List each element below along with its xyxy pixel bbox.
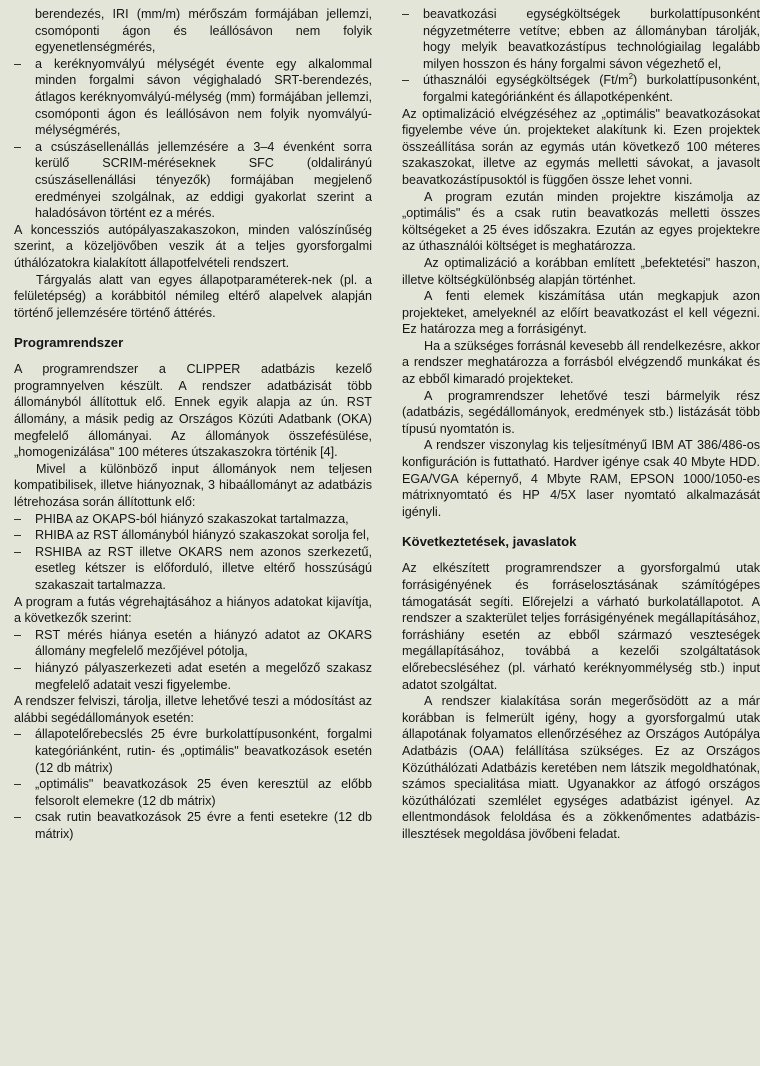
list-item [14,6,372,56]
list-item-text: RSHIBA az RST illetve OKARS nem azonos szerkezetű, esetleg kétszer is előforduló, illetve eltérő hosszúságú szakaszait tartalmazza. [35,544,372,592]
paragraph: Az optimalizáció a korábban említett „befektetési" haszon, illetve költségkülönbség alapján történhet. [402,255,760,287]
section-heading: Programrendszer [14,335,124,351]
list-item [14,809,372,842]
list-item-text: csak rutin beavatkozások 25 évre a fenti esetekre (12 db mátrix) [35,810,372,841]
paragraph: Tárgyalás alatt van egyes állapotparaméterek-nek (pl. a felületépség) a korábbitól némileg eltérő alapelvek alapján történő jellemzésére történő áttérés. [14,272,372,320]
list-item-text: ) burkolattípusonként, forgalmi kategóriánként és állapotképenként. [423,73,760,104]
list-item [402,6,760,72]
list-item-text: RHIBA az RST állományból hiányzó szakaszokat sorolja fel, [35,528,370,543]
list-item [14,660,372,693]
list-item [14,527,372,544]
list-item-text: PHIBA az OKAPS-ból hiányzó szakaszokat tartalmazza, [35,511,349,526]
list-item [402,72,760,105]
paragraph: Ha a szükséges forrásnál kevesebb áll rendelkezésre, akkor a rendszer meghatározza a forrásból elvégzendő munkákat és az ebből kimaradó projekteket. [402,338,760,387]
list-item [14,627,372,660]
paragraph: A rendszer viszonylag kis teljesítményű IBM AT 386/486-os konfiguráción is futtatható. Hardver igénye csak 40 Mbyte HDD. EGA/VGA képernyő, 4 Mbyte RAM, EPSON 1000/1050-es mátrixnyomtató és HP 4/5X laser nyomtató alkalmazását igényli. [402,438,760,519]
list-item-text: RST mérés hiánya esetén a hiányzó adatot az OKARS állomány megfelelő mezőjével pótolja, [35,627,372,659]
list-item [14,511,372,528]
list-item-text: a csúszásellenállás jellemzésére a 3–4 évenként sorra kerülő SCRIM-méréseknek SFC (oldalirányú csúszásellenállási tényezők) formájában megjelenő eredményei szolgálnak, az eddigi gyakorlat szerint a haladósávon történt ez a mérés. [35,139,372,221]
list-item [14,544,372,594]
paragraph: A rendszer felviszi, tárolja, illetve lehetővé teszi a módosítást az alábbi segédállományok esetén: [14,694,372,725]
paragraph: A fenti elemek kiszámítása után megkapjuk azon projekteket, amelyeknél az előírt beavatkozást el kell végezni. Ez határozza meg a forrásigényt. [402,289,760,337]
paragraph: A program ezután minden projektre kiszámolja az „optimális" és a csak rutin beavatkozás melletti összes költségeket a 25 éves időszakra. Ezután az egyes projektekre az úthasználói költséget is meghatározza. [402,189,760,254]
list-item-text: „optimális" beavatkozások 25 éven keresztül az előbb felsorolt elemekre (12 db mátrix) [35,777,372,808]
list-item-text: a keréknyomvályú mélységét évente egy alkalommal minden forgalmi sávon végighaladó SRT-berendezés, átlagos keréknyomvályú-mélység (mm) formájában jellemzi, csomóponti ágon és leállósávon nem folyik nyomvályú-mélységmérés, [35,56,372,138]
paragraph: A program a futás végrehajtásához a hiányos adatokat kijavítja, a következők szerint: [14,594,372,626]
right-column [402,6,760,843]
paragraph: A rendszer kialakítása során megerősödött az a már korábban is felmerült igény, hogy a gyorsforgalmú utak állapotának folyamatos ellenőrzéséhez az Országos Autópálya Adatbázis (OAA) felállítása szükséges. Ez az Országos Közúthálózati Adatbázis keretében nem látszik megoldhatónak, számos specialitása miatt. Ugyanakkor az átfogó országos közúthálózati szemlélet egységes adatbázist igényel. Az ellentmondások feloldása és a zökkenőmentes adatbázis-illesztések megoldása jövőbeni feladat. [402,694,760,841]
paragraph: Mivel a különböző input állományok nem teljesen kompatibilisek, illetve hiányoznak, 3 hibaállományt az adatbázis létrehozása során állítottunk elő: [14,461,372,510]
paragraph: Az elkészített programrendszer a gyorsforgalmú utak forrásigényének és forráselosztásának számítógépes támogatását segíti. Előrejelzi a várható burkolatállapotot. A rendszer a szakterület teljes forrásigényének megállapításához, forráshiány esetén az ebből származó veszteségek megállapításához, továbbá a kezelői szolgáltatások előrebecsléséhez (pl. várható keréknyommélység stb.) input adatot szolgáltat. [402,561,760,692]
paragraph: A programrendszer a CLIPPER adatbázis kezelő programnyelven készült. A rendszer adatbázisát több állományból állítottuk elő. Ennek egyik alapja az ún. RST állomány, a másik pedig az Országos Közúti Adatbank (OKA) megfelelő állományai. Az állományok összefésülése, „homogenizálása" 100 méteres útszakaszokra történik [4]. [14,362,372,460]
list-item-text: állapotelőrebecslés 25 évre burkolattípusonként, forgalmi kategóriánként, rutin- és „optimális" beavatkozások esetén (12 db mátrix) [35,727,372,775]
paragraph: A programrendszer lehetővé teszi bármelyik rész (adatbázis, segédállományok, eredmények stb.) listázását több típusú nyomtatón is. [402,388,760,436]
paragraph: A koncessziós autópályaszakaszokon, minden valószínűség szerint, a közeljövőben veszik át a teljes gyorsforgalmi úthálózatokra kialakított állapotfelvételi rendszert. [14,222,372,270]
superscript: 2 [628,72,634,82]
list-item [14,139,372,222]
left-column [14,6,372,843]
paragraph: Az optimalizáció elvégzéséhez az „optimális" beavatkozásokat figyelembe véve ún. projekteket alakítunk ki. Ezen projektek összeállítása során az egymás után következő 100 méteres szakaszokat, illetve az egymás melletti sávokat, a javasolt beavatkozástípusoktól is függően össze lehet vonni. [402,106,760,187]
list-item [14,56,372,139]
list-item [14,776,372,809]
section-heading: Következtetések, javaslatok [402,534,577,550]
list-item-text: hiányzó pályaszerkezeti adat esetén a megelőző szakasz megfelelő adatait veszi figyelembe. [35,660,372,692]
list-item-text: úthasználói egységköltségek (Ft/m [423,73,629,88]
list-item-text: berendezés, IRI (mm/m) mérőszám formájában jellemzi, csomóponti ágon és leállósávon nem folyik egyenetlenségmérés, [35,7,372,55]
list-item-text: beavatkozási egységköltségek burkolattípusonként négyzetméterre vetítve; ebben az állományban tárolják, hogy melyik beavatkozástípus technológiailag legalább milyen hosszon és hány forgalmi sávon végezhető el, [423,7,760,71]
list-item [14,726,372,776]
